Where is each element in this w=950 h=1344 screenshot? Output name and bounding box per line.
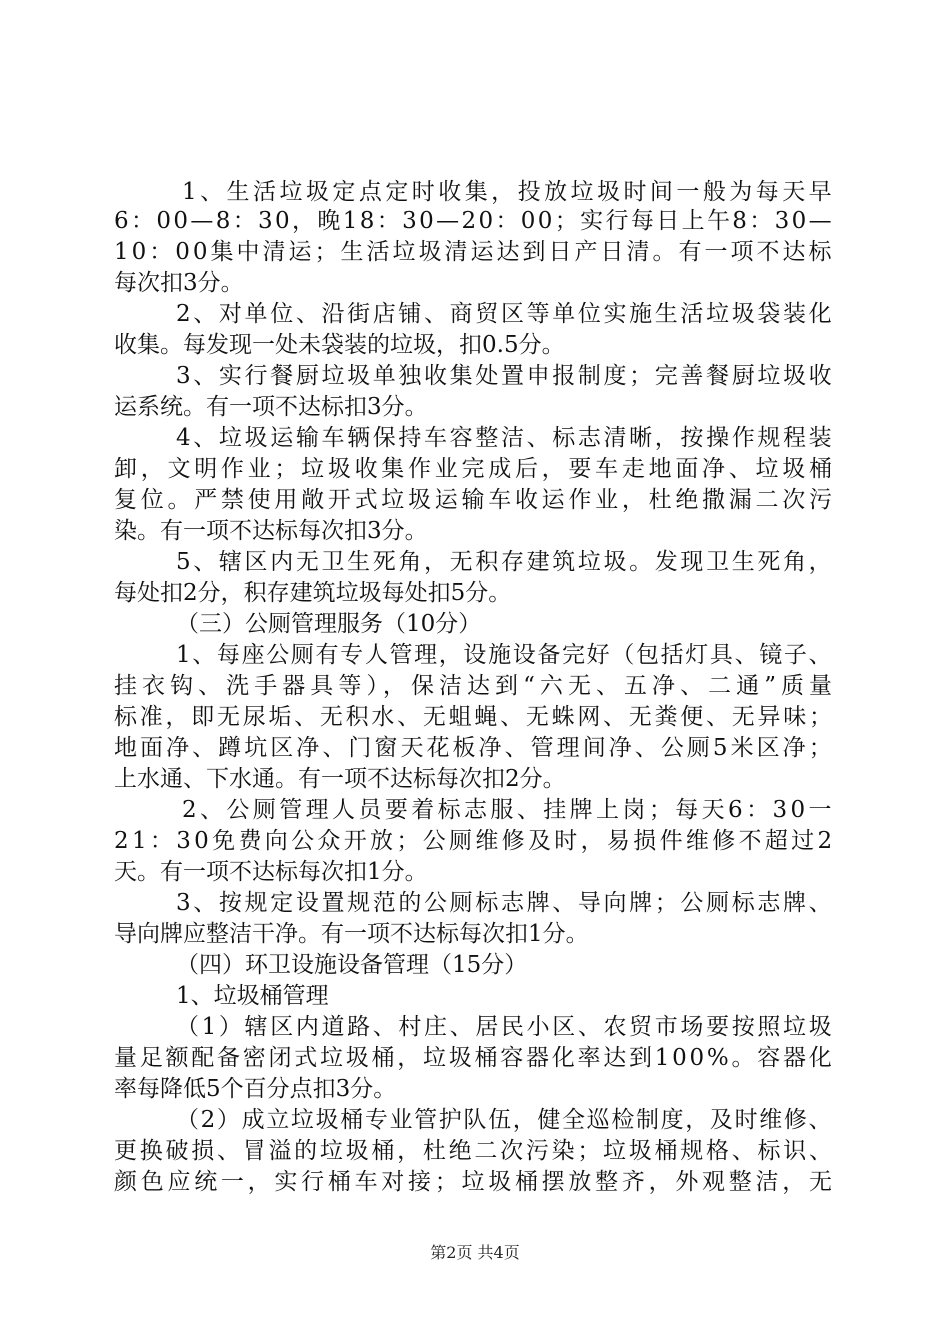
text-line: 天。有一项不达标每次扣1分。 <box>114 859 428 885</box>
text-line: 3、按规定设置规范的公厕标志牌、导向牌；公厕标志牌、 <box>176 890 835 916</box>
text-line: 率每降低5个百分点扣3分。 <box>114 1076 397 1102</box>
text-line: 2、公厕管理人员要着标志服、挂牌上岗；每天6：30一 <box>182 797 835 823</box>
text-line: （1）辖区内道路、村庄、居民小区、农贸市场要按照垃圾 <box>176 1014 835 1040</box>
text-line: 4、垃圾运输车辆保持车容整洁、标志清晰，按操作规程装 <box>176 425 835 451</box>
text-line: 颜色应统一，实行桶车对接；垃圾桶摆放整齐，外观整洁，无 <box>114 1169 836 1195</box>
text-line: 上水通、下水通。有一项不达标每次扣2分。 <box>114 766 566 792</box>
text-line: 每次扣3分。 <box>114 270 244 296</box>
text-line: 10：00集中清运；生活垃圾清运达到日产日清。有一项不达标 <box>114 239 835 265</box>
text-line: 21：30免费向公众开放；公厕维修及时，易损件维修不超过2 <box>114 828 836 854</box>
page-number: 第2页 共4页 <box>430 1243 520 1262</box>
page-footer <box>0 1243 950 1263</box>
text-line: 挂衣钩、洗手器具等），保洁达到“六无、五净、二通”质量 <box>114 673 838 699</box>
section-heading: （四）环卫设施设备管理（15分） <box>176 952 528 978</box>
text-line: 卸，文明作业；垃圾收集作业完成后，要车走地面净、垃圾桶 <box>114 456 836 482</box>
text-line: 更换破损、冒溢的垃圾桶，杜绝二次污染；垃圾桶规格、标识、 <box>114 1138 835 1164</box>
text-line: 2、对单位、沿街店铺、商贸区等单位实施生活垃圾袋装化 <box>176 301 835 327</box>
text-line: 5、辖区内无卫生死角，无积存建筑垃圾。发现卫生死角， <box>176 549 835 575</box>
text-line: 导向牌应整洁干净。有一项不达标每次扣1分。 <box>114 921 589 947</box>
text-line: 地面净、蹲坑区净、门窗天花板净、管理间净、公厕5米区净； <box>114 735 835 761</box>
text-line: 1、生活垃圾定点定时收集，投放垃圾时间一般为每天早 <box>182 179 836 205</box>
text-line: 6：00—8：30，晚18：30—20：00；实行每日上午8：30— <box>114 208 835 234</box>
text-line: 每处扣2分，积存建筑垃圾每处扣5分。 <box>114 580 512 606</box>
text-line: 复位。严禁使用敞开式垃圾运输车收运作业，杜绝撒漏二次污 <box>114 487 836 513</box>
section-heading: （三）公厕管理服务（10分） <box>176 611 482 637</box>
text-line: （2）成立垃圾桶专业管护队伍，健全巡检制度，及时维修、 <box>176 1107 834 1133</box>
text-line: 运系统。有一项不达标扣3分。 <box>114 394 428 420</box>
text-line: 标准，即无尿垢、无积水、无蛆蝇、无蛛网、无粪便、无异味； <box>114 704 835 730</box>
subsection-heading: 1、垃圾桶管理 <box>176 983 329 1009</box>
text-line: 收集。每发现一处未袋装的垃圾，扣0.5分。 <box>114 332 565 358</box>
text-line: 量足额配备密闭式垃圾桶，垃圾桶容器化率达到100%。容器化 <box>114 1045 835 1071</box>
text-line: 3、实行餐厨垃圾单独收集处置申报制度；完善餐厨垃圾收 <box>176 363 835 389</box>
text-line: 1、每座公厕有专人管理，设施设备完好（包括灯具、镜子、 <box>176 642 834 668</box>
text-line: 染。有一项不达标每次扣3分。 <box>114 518 428 544</box>
